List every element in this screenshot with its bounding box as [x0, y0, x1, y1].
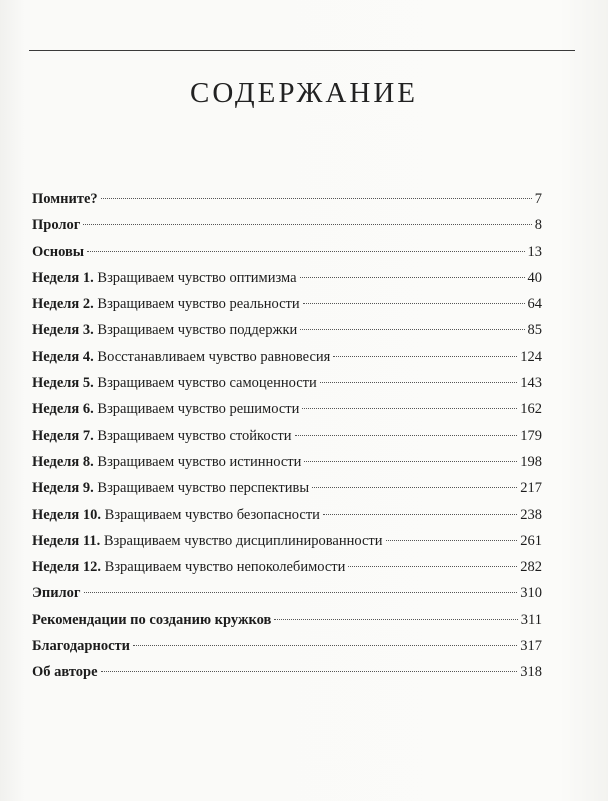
toc-entry-label [32, 265, 297, 291]
toc-page-number: 64 [527, 296, 542, 313]
toc-page-number: 179 [520, 427, 542, 444]
dot-leader [303, 303, 525, 304]
dot-leader [348, 566, 517, 567]
toc-week-number: Неделя 4. [32, 348, 94, 365]
dot-leader [87, 251, 524, 252]
toc-chapter-title: Взращиваем чувство стойкости [97, 427, 292, 444]
dot-leader [101, 198, 532, 199]
toc-week-number: Неделя 8. [32, 453, 94, 470]
toc-chapter-title: Взращиваем чувство безопасности [104, 506, 320, 523]
toc-entry-label [32, 423, 292, 449]
toc-chapter-title: Взращиваем чувство решимости [97, 401, 300, 418]
dot-leader [333, 356, 517, 357]
toc-entry [32, 239, 542, 265]
toc-week-number: Неделя 7. [32, 427, 94, 444]
toc-page-number: 198 [520, 453, 542, 470]
page-title: СОДЕРЖАНИЕ [190, 77, 418, 110]
toc-week-number: Неделя 9. [32, 480, 94, 497]
toc-chapter-title: Об авторе [32, 664, 98, 681]
toc-entry [32, 607, 542, 633]
toc-entry [32, 212, 542, 238]
dot-leader [386, 540, 518, 541]
toc-week-number: Неделя 1. [32, 269, 94, 286]
toc-page-number: 40 [527, 269, 542, 286]
toc-page-number: 282 [520, 559, 542, 576]
toc-chapter-title: Взращиваем чувство перспективы [97, 480, 310, 497]
dot-leader [300, 329, 524, 330]
toc-entry [32, 317, 542, 343]
toc-chapter-title: Взращиваем чувство дисциплинированности [103, 532, 383, 549]
dot-leader [295, 435, 518, 436]
toc-entry [32, 554, 542, 580]
toc-entry [32, 370, 542, 396]
toc-chapter-title: Взращиваем чувство оптимизма [97, 269, 297, 286]
toc-entry-label [32, 633, 130, 659]
table-of-contents [32, 186, 542, 686]
dot-leader [274, 619, 517, 620]
toc-page-number: 310 [520, 585, 542, 602]
toc-entry-label [32, 607, 271, 633]
toc-week-number: Неделя 12. [32, 559, 102, 576]
toc-chapter-title: Пролог [32, 217, 81, 234]
toc-entry-label [32, 370, 317, 396]
toc-entry-label [32, 186, 98, 212]
toc-page-number: 217 [520, 480, 542, 497]
toc-entry [32, 528, 542, 554]
toc-entry [32, 449, 542, 475]
toc-chapter-title: Взращиваем чувство самоценности [97, 375, 317, 392]
toc-entry [32, 396, 542, 422]
toc-entry [32, 265, 542, 291]
toc-chapter-title: Взращиваем чувство истинности [97, 453, 302, 470]
toc-entry-label [32, 659, 98, 685]
toc-page-number: 162 [520, 401, 542, 418]
dot-leader [83, 224, 531, 225]
toc-week-number: Неделя 6. [32, 401, 94, 418]
toc-chapter-title: Взращиваем чувство непоколебимости [104, 559, 346, 576]
toc-chapter-title: Взращиваем чувство реальности [97, 296, 300, 313]
dot-leader [312, 487, 517, 488]
toc-entry [32, 186, 542, 212]
toc-entry [32, 344, 542, 370]
top-rule [29, 50, 575, 51]
dot-leader [300, 277, 525, 278]
dot-leader [133, 645, 517, 646]
toc-week-number: Неделя 5. [32, 375, 94, 392]
toc-page-number: 238 [520, 506, 542, 523]
toc-page-number: 7 [534, 191, 542, 207]
toc-page-number: 13 [527, 243, 542, 260]
dot-leader [320, 382, 517, 383]
toc-chapter-title: Рекомендации по созданию кружков [32, 611, 272, 628]
toc-page-number: 8 [534, 217, 542, 234]
toc-page-number: 261 [520, 532, 542, 549]
toc-chapter-title: Эпилог [32, 585, 81, 602]
toc-entry-label [32, 344, 330, 370]
toc-entry [32, 291, 542, 317]
dot-leader [84, 592, 518, 593]
toc-entry-label [32, 502, 320, 528]
toc-entry-label [32, 475, 309, 501]
dot-leader [302, 408, 517, 409]
dot-leader [304, 461, 517, 462]
toc-chapter-title: Благодарности [32, 638, 131, 655]
dot-leader [323, 514, 517, 515]
toc-chapter-title: Взращиваем чувство поддержки [97, 322, 298, 339]
toc-entry-label [32, 396, 299, 422]
toc-page-number: 318 [520, 664, 542, 681]
toc-chapter-title: Помните? [32, 191, 98, 207]
toc-entry [32, 502, 542, 528]
toc-entry-label [32, 554, 345, 580]
toc-entry [32, 423, 542, 449]
toc-chapter-title: Восстанавливаем чувство равновесия [97, 348, 331, 365]
toc-entry-label [32, 317, 297, 343]
toc-entry [32, 475, 542, 501]
dot-leader [101, 671, 518, 672]
toc-page-number: 317 [520, 638, 542, 655]
toc-page-number: 85 [527, 322, 542, 339]
toc-entry-label [32, 528, 383, 554]
toc-page-number: 143 [520, 375, 542, 392]
toc-page-number: 124 [520, 348, 542, 365]
toc-entry-label [32, 580, 81, 606]
toc-week-number: Неделя 2. [32, 296, 94, 313]
toc-entry [32, 659, 542, 685]
toc-week-number: Неделя 11. [32, 532, 101, 549]
toc-week-number: Неделя 10. [32, 506, 102, 523]
toc-entry [32, 580, 542, 606]
toc-page-number: 311 [520, 611, 542, 628]
toc-entry-label [32, 239, 84, 265]
toc-entry [32, 633, 542, 659]
toc-chapter-title: Основы [32, 243, 85, 260]
toc-entry-label [32, 291, 300, 317]
toc-entry-label [32, 212, 80, 238]
toc-entry-label [32, 449, 301, 475]
toc-week-number: Неделя 3. [32, 322, 94, 339]
